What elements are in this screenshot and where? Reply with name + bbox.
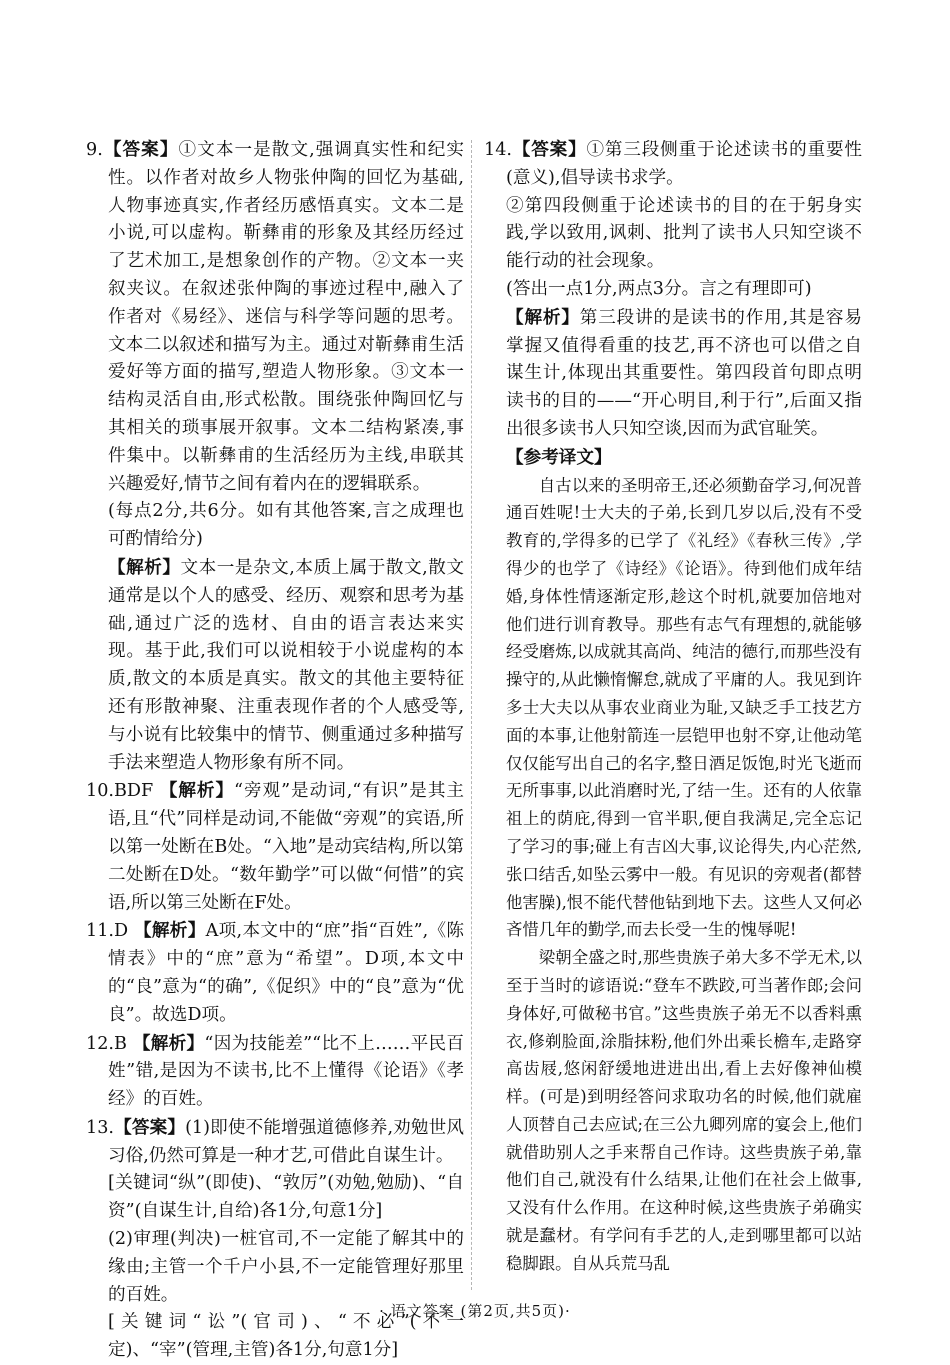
q13-keywords1: [关键词“纵”(即使)、“敦厉”(劝勉,勉励)、“自资”(自谋生计,自给)各1分,句意1分] <box>108 1173 464 1222</box>
q13-block <box>86 1114 464 1171</box>
q14-part1: ①第三段侧重于论述读书的重要性(意义),倡导读书求学。 <box>506 140 862 188</box>
q10-block <box>86 777 464 917</box>
translation-paragraph-1: 自古以来的圣明帝王,还必须勤奋学习,何况普通百姓呢!士大夫的子弟,长到几岁以后,没有不受教育的,学得多的已学了《礼经》《春秋三传》,学得少的也学了《诗经》《论语》。待到他们成年结婚,身体性情逐渐定形,趁这个时机,就要加倍地对他们进行训育教导。那些有志气有理想的,就能够经受磨炼,以成就其高尚、纯洁的德行,而那些没有操守的,从此懒惰懈怠,就成了平庸的人。我见到许多士大夫以从事农业商业为耻,又缺乏手工技艺方面的本事,让他射箭连一层铠甲也射不穿,让他动笔仅仅能写出自己的名字,整日酒足饭饱,时光飞逝而无所事事,以此消磨时光,了结一生。还有的人依靠祖上的荫庇,得到一官半职,便自我满足,完全忘记了学习的事;碰上有吉凶大事,议论得失,内心茫然,张口结舌,如坠云雾中一般。有见识的旁观者(都替他害臊),恨不能代替他钻到地下去。这些人又何必吝惜几年的勤学,而去长受一生的愧辱呢! <box>506 475 862 940</box>
q9-block <box>86 136 464 498</box>
translation-paragraph-2: 梁朝全盛之时,那些贵族子弟大多不学无术,以至于当时的谚语说:“登车不跌跤,可当著作郎;会问身体好,可做秘书官。”这些贵族子弟无不以香料熏衣,修剃脸面,涂脂抹粉,他们外出乘长檐车,走路穿高齿屐,悠闲舒缓地进进出出,看上去好像神仙模样。(可是)到明经答问求取功名的时候,他们就雇人顶替自己去应试;在三公九卿列席的宴会上,他们就借助别人之手来帮自己作诗。这些贵族子弟,靠他们自己,就没有什么结果,让他们在社会上做事,又没有什么作用。在这种时候,这些贵族子弟确实就是蠢材。有学问有手艺的人,走到哪里都可以站稳脚跟。自从兵荒马乱 <box>506 948 862 1273</box>
q11-analysis-tag: 【解析】 <box>134 920 206 942</box>
q14-part2: ②第四段侧重于论述读书的目的在于躬身实践,学以致用,讽刺、批判了读书人只知空谈不能行动的社会现象。 <box>506 195 862 272</box>
q9-answer-tag: 【答案】 <box>102 139 179 160</box>
translation-heading: 【参考译文】 <box>506 446 612 468</box>
q10-analysis-tag: 【解析】 <box>159 780 235 802</box>
q14-analysis-tag: 【解析】 <box>506 306 580 328</box>
q10-answer: BDF <box>113 781 154 802</box>
q12-answer: B <box>113 1033 127 1054</box>
q12-number: 12. <box>86 1033 114 1054</box>
q11-number: 11. <box>86 921 114 942</box>
q11-block <box>86 917 464 1029</box>
q13-keywords2: [关键词“讼”(官司)、“不必”(不一定)、“宰”(管理,主管)各1分,句意1分] <box>108 1312 464 1361</box>
q12-analysis: “因为技能差”“比不上……平民百姓”错,是因为不读书,比不上懂得《论语》《孝经》的百姓。 <box>108 1033 464 1110</box>
q14-analysis-block <box>484 304 862 444</box>
q10-number: 10. <box>86 781 114 802</box>
q9-analysis: 文本一是杂文,本质上属于散文,散文通常是以个人的感受、经历、观察和思考为基础,通过广泛的选材、自由的语言表达来实现。基于此,我们可以说相较于小说虚构的本质,散文的本质是真实。散文的其他主要特征还有形散神聚、注重表现作者的个人感受等,与小说有比较集中的情节、侧重通过多种描写手法来塑造人物形象有所不同。 <box>108 557 464 773</box>
q11-answer: D <box>113 921 129 942</box>
q11-analysis: A项,本文中的“庶”指“百姓”,《陈情表》中的“庶”意为“希望”。D项,本文中的“良”意为“的确”,《促织》中的“良”意为“优良”。故选D项。 <box>108 921 464 1025</box>
right-column <box>484 136 862 1278</box>
q14-number: 14. <box>484 140 512 160</box>
q9-analysis-tag: 【解析】 <box>108 556 181 578</box>
q9-analysis-block <box>86 554 464 777</box>
q13-part2: (2)审理(判决)一桩官司,不一定能了解其中的缘由;主管一个千户小县,不一定能管理好那里的百姓。 <box>108 1229 464 1305</box>
q9-answer: ①文本一是散文,强调真实性和纪实性。以作者对故乡人物张仲陶的回忆为基础,人物事迹真实,作者经历感悟真实。文本二是小说,可以虚构。靳彝甫的形象及其经历经过了艺术加工,是想象创作的产物。②文本一夹叙夹议。在叙述张仲陶的事迹过程中,融入了作者对《易经》、迷信与科学等问题的思考。文本二以叙述和描写为主。通过对靳彝甫生活爱好等方面的描写,塑造人物形象。③文本一结构灵活自由,形式松散。围绕张仲陶回忆与其相关的琐事展开叙事。文本二结构紧凑,事件集中。以靳彝甫的生活经历为主线,串联其兴趣爱好,情节之间有着内在的逻辑联系。 <box>108 140 464 494</box>
q13-number: 13. <box>86 1117 114 1138</box>
q13-part1: (1)即使不能增强道德修养,劝勉世风习俗,仍然可算是一种才艺,可借此自谋生计。 <box>108 1117 464 1166</box>
q14-score: (答出一点1分,两点3分。言之有理即可) <box>506 278 812 299</box>
q9-score: (每点2分,共6分。如有其他答案,言之成理也可酌情给分) <box>108 501 464 550</box>
q14-answer-tag: 【答案】 <box>511 139 587 160</box>
page-footer: · 语文答案 (第2页,共5页)· <box>379 1302 571 1320</box>
left-column <box>86 136 464 1365</box>
q12-analysis-tag: 【解析】 <box>132 1032 205 1054</box>
q13-answer-tag: 【答案】 <box>113 1116 186 1138</box>
q14-block <box>484 136 862 193</box>
q9-number: 9. <box>86 140 103 160</box>
column-divider <box>471 140 472 1290</box>
q14-analysis: 第三段讲的是读书的作用,其是容易掌握又值得看重的技艺,再不济也可以借之自谋生计,体现出其重要性。第四段首句即点明读书的目的——“开心明目,利于行”,后面又指出很多读书人只知空谈,因而为武官耻笑。 <box>506 307 862 439</box>
q12-block <box>86 1030 464 1114</box>
q10-analysis: “旁观”是动词,“有识”是其主语,且“代”同样是动词,不能做“旁观”的宾语,所以第一处断在B处。“入地”是动宾结构,所以第二处断在D处。“数年勤学”可以做“何惜”的宾语,所以第三处断在F处。 <box>108 781 464 913</box>
